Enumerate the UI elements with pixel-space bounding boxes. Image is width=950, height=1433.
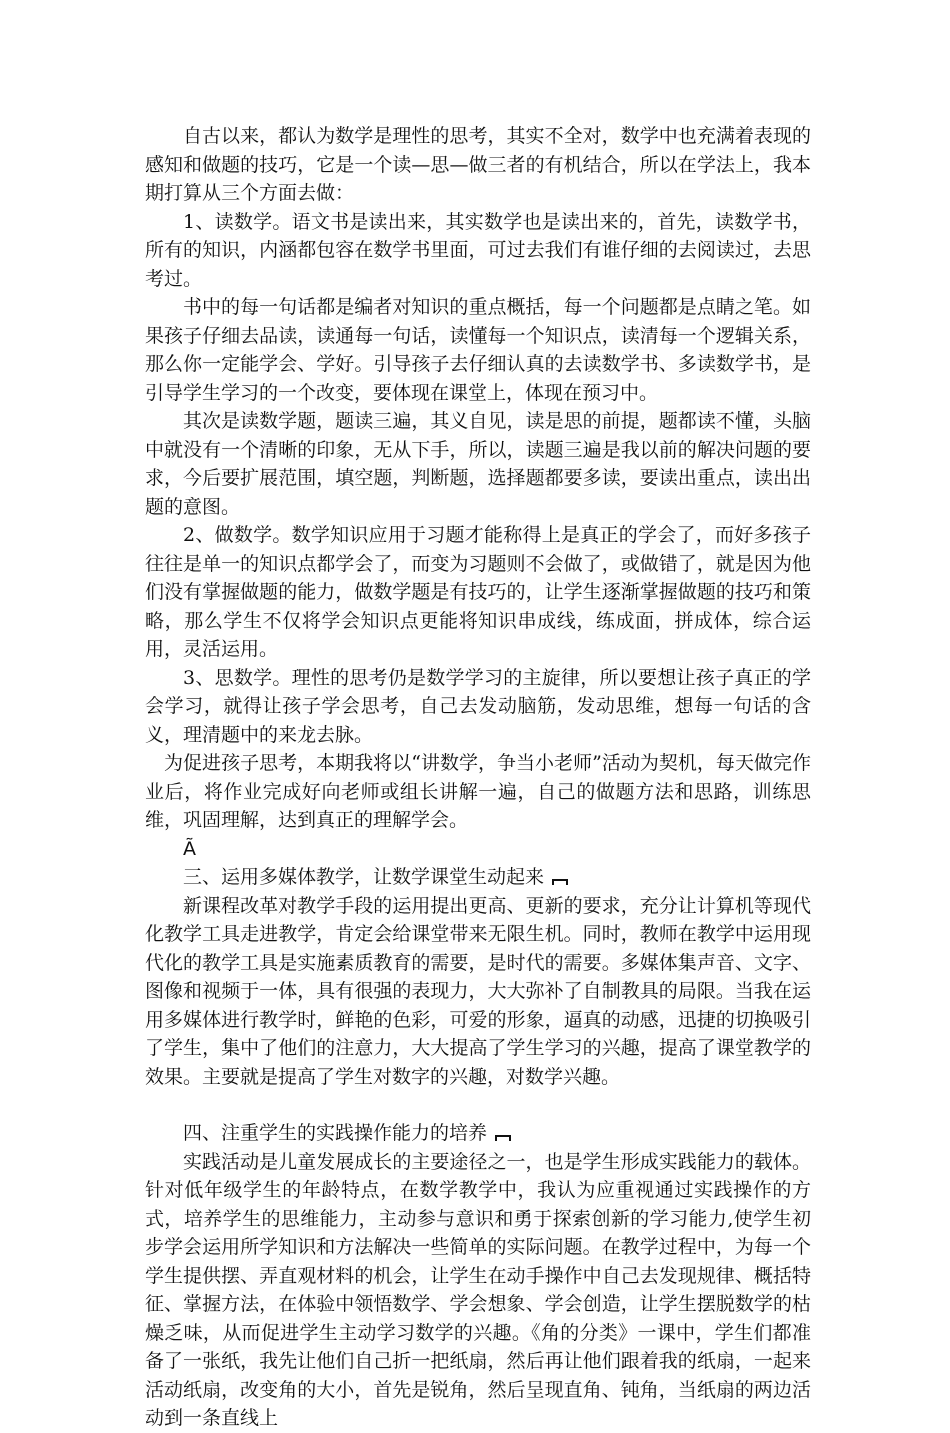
section-three-heading-text: 三、运用多媒体教学，让数学课堂生动起来 [183, 866, 545, 888]
stray-glyph: Ã [183, 837, 196, 860]
section-four-heading-text: 四、注重学生的实践操作能力的培养 [183, 1122, 488, 1144]
textbook-paragraph: 书中的每一句话都是编者对知识的重点概括，每一个问题都是点睛之笔。如果孩子仔细去品读，读通每一句话，读懂每一个知识点，读清每一个逻辑关系，那么你一定能学会、学好。引导孩子去仔细认真的去读数学书、多读数学书，是引导学生学习的一个改变，要体现在课堂上，体现在预习中。 [145, 296, 811, 404]
section-four-heading [145, 1119, 811, 1148]
document-body [145, 122, 811, 1433]
bracket-mark-icon [552, 879, 568, 885]
practice-paragraph: 实践活动是儿童发展成长的主要途径之一，也是学生形成实践能力的载体。针对低年级学生的年龄特点，在数学教学中，我认为应重视通过实践操作的方式，培养学生的思维能力，主动参与意识和勇于探索创新的学习能力,使学生初步学会运用所学知识和方法解决一些简单的实际问题。在教学过程中，为每一个学生提供摆、弄直观材料的机会，让学生在动手操作中自己去发现规律、概括特征、掌握方法，在体验中领悟数学、学会想象、学会创造，让学生摆脱数学的枯燥乏味，从而促进学生主动学习数学的兴趣。《角的分类》一课中，学生们都准备了一张纸，我先让他们自己折一把纸扇，然后再让他们跟着我的纸扇，一起来活动纸扇，改变角的大小，首先是锐角，然后呈现直角、钝角，当纸扇的两边活动到一条直线上 [145, 1150, 811, 1429]
reading-problems-paragraph: 其次是读数学题，题读三遍，其义自见，读是思的前提，题都读不懂，头脑中就没有一个清晰的印象，无从下手，所以，读题三遍是我以前的解决问题的要求，今后要扩展范围，填空题，判断题，选择题都要多读，要读出重点，读出出题的意图。 [145, 410, 811, 518]
doing-math-paragraph: 2、做数学。数学知识应用于习题才能称得上是真正的学会了，而好多孩子往往是单一的知识点都学会了，而变为习题则不会做了，或做错了，就是因为他们没有掌握做题的能力，做数学题是有技巧的，让学生逐渐掌握做题的技巧和策略，那么学生不仅将学会知识点更能将知识串成线，练成面，拼成体，综合运用，灵活运用。 [145, 524, 811, 660]
section-three-heading [145, 863, 811, 892]
multimedia-paragraph: 新课程改革对教学手段的运用提出更高、更新的要求，充分让计算机等现代化教学工具走进教学，肯定会给课堂带来无限生机。同时，教师在教学中运用现代化的教学工具是实施素质教育的需要，是时代的需要。多媒体集声音、文字、图像和视频于一体，具有很强的表现力，大大弥补了自制教具的局限。当我在运用多媒体进行教学时，鲜艳的色彩，可爱的形象，逼真的动感，迅捷的切换吸引了学生，集中了他们的注意力，大大提高了学生学习的兴趣，提高了课堂教学的效果。主要就是提高了学生对数字的兴趣，对数学兴趣。 [145, 894, 811, 1088]
bracket-mark-icon [495, 1135, 511, 1141]
reading-math-paragraph: 1、读数学。语文书是读出来，其实数学也是读出来的，首先，读数学书，所有的知识，内涵都包容在数学书里面，可过去我们有谁仔细的去阅读过，去思考过。 [145, 210, 811, 290]
paragraph-gap [145, 1091, 811, 1119]
intro-paragraph: 自古以来，都认为数学是理性的思考，其实不全对，数学中也充满着表现的感知和做题的技巧，它是一个读—思—做三者的有机结合，所以在学法上，我本期打算从三个方面去做： [145, 125, 811, 204]
activity-paragraph: 为促进孩子思考，本期我将以“讲数学，争当小老师”活动为契机，每天做完作业后，将作业完成好向老师或组长讲解一遍，自己的做题方法和思路，训练思维，巩固理解，达到真正的理解学会。 [145, 752, 811, 831]
thinking-math-paragraph: 3、思数学。理性的思考仍是数学学习的主旋律，所以要想让孩子真正的学会学习，就得让孩子学会思考，自己去发动脑筋，发动思维，想每一句话的含义，理清题中的来龙去脉。 [145, 666, 811, 746]
